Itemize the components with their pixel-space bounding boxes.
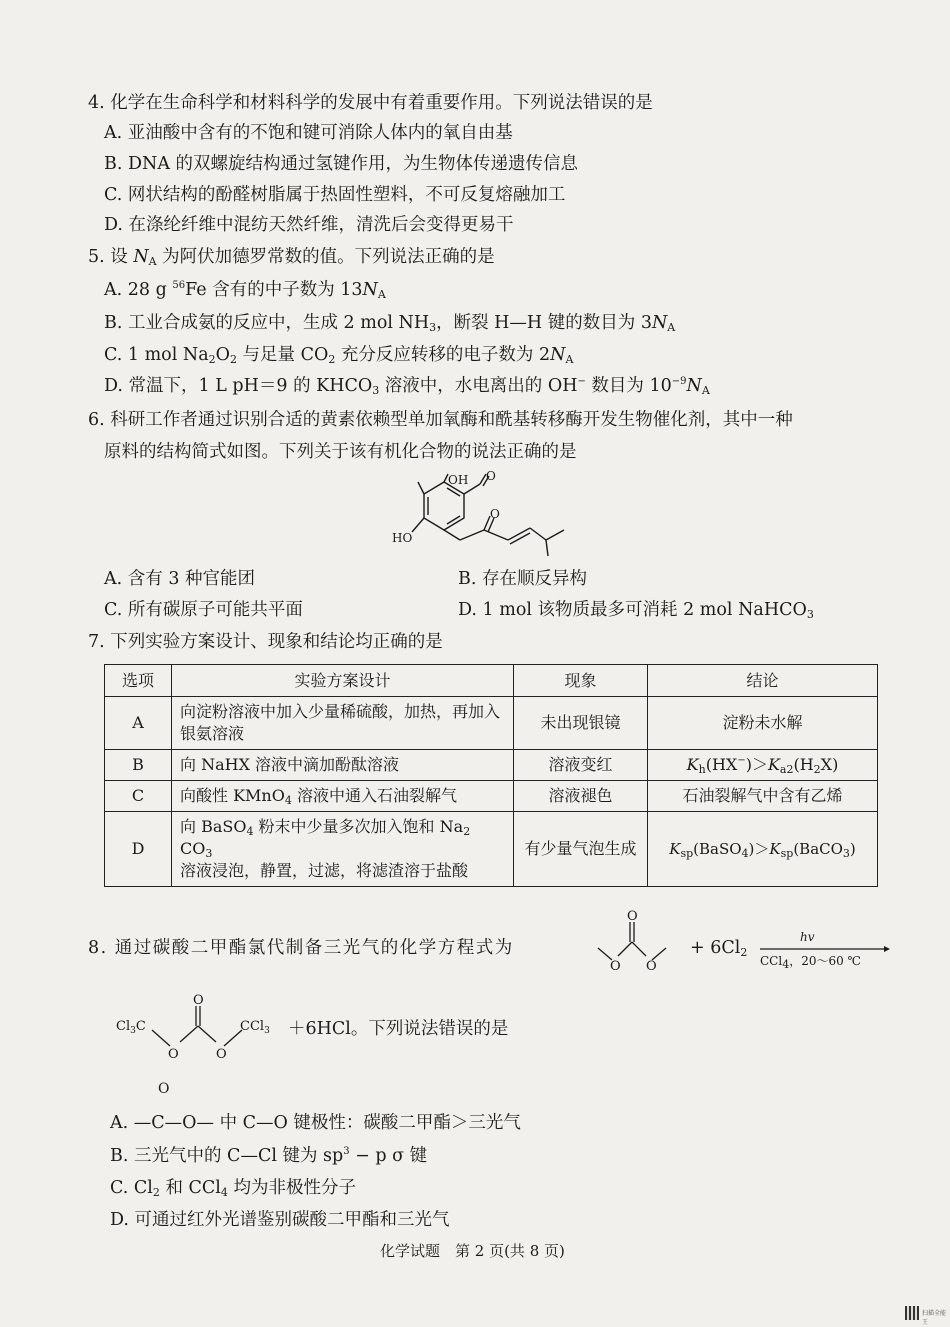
q7-stem: 7. 下列实验方案设计、现象和结论均正确的是	[88, 632, 443, 652]
q6-oh-top-label: OH	[448, 473, 469, 487]
q6-ketone-o-label: O	[490, 507, 500, 521]
cell-phenomenon: 溶液褪色	[514, 781, 648, 812]
watermark: 扫描全能王	[922, 1310, 947, 1326]
table-row	[105, 781, 878, 812]
q6-option-b: B. 存在顺反异构	[458, 569, 587, 589]
q7-experiment-table	[104, 664, 878, 887]
table-row	[105, 812, 878, 887]
cell-conclusion: $K_{sp}(BaSO_4)>K_{sp}(BaCO_3)$	[648, 812, 878, 887]
q6-structure-diagram	[380, 470, 600, 560]
header-phenomenon: 现象	[514, 665, 648, 697]
q6-option-a: A. 含有 3 种官能团	[104, 569, 256, 589]
q8-option-c: C. $Cl_2$ 和 CCl$_4$ 均为非极性分子	[110, 1178, 356, 1199]
q4-option-a: A. 亚油酸中含有的不饱和键可消除人体内的氧自由基	[104, 123, 513, 143]
triphosgene-ester-o-left: O	[168, 1047, 179, 1062]
q8-option-d: D. 可通过红外光谱鉴别碳酸二甲酯和三光气	[110, 1210, 450, 1230]
cell-conclusion: 石油裂解气中含有乙烯	[648, 781, 878, 812]
ccl3-label: CCl$_3$	[240, 1019, 270, 1036]
q6-ho-left-label: HO	[392, 531, 413, 545]
q5-option-b: B. 工业合成氨的反应中，生成 2 mol $NH_3$，断裂 H—H 键的数目为 $3N_A$	[104, 313, 676, 334]
q4-stem: 4. 化学在生命科学和材料科学的发展中有着重要作用。下列说法错误的是	[88, 93, 653, 113]
cell-option: C	[105, 781, 172, 812]
qr-code-icon	[905, 1306, 919, 1320]
q5-option-c: C. 1 mol $Na_2O_2$ 与足量 $CO_2$ 充分反应转移的电子数为 $2N_A$	[104, 345, 574, 366]
triphosgene-carbonyl-o: O	[193, 993, 204, 1008]
q6-stem-line2: 原料的结构简式如图。下列关于该有机化合物的说法正确的是	[104, 442, 577, 462]
q4-option-b: B. DNA 的双螺旋结构通过氢键作用，为生物体传递遗传信息	[104, 154, 579, 174]
cell-conclusion: 淀粉未水解	[648, 697, 878, 750]
triphosgene-ester-o-right: O	[216, 1047, 227, 1062]
q6-aldehyde-o-label: O	[486, 469, 496, 483]
cell-phenomenon: 未出现银镜	[514, 697, 648, 750]
q5-option-d: D. 常温下，1 L pH＝9 的 $KHCO_3$ 溶液中，水电离出的 OH− 数目为 $10^{-9}N_A$	[104, 376, 710, 397]
table-row	[105, 697, 878, 750]
cell-design: 向 NaHX 溶液中滴加酚酞溶液	[172, 750, 514, 781]
q5-stem: 5. 设 $N_A$ 为阿伏加德罗常数的值。下列说法正确的是	[88, 247, 495, 268]
q8-condition-hv: hv	[800, 930, 815, 944]
table-header-row	[105, 665, 878, 697]
header-option: 选项	[105, 665, 172, 697]
cell-option: D	[105, 812, 172, 887]
header-design: 实验方案设计	[172, 665, 514, 697]
cell-phenomenon: 有少量气泡生成	[514, 812, 648, 887]
q8-triphosgene-structure	[114, 992, 284, 1064]
table-row	[105, 750, 878, 781]
dmc-ester-o-right: O	[646, 959, 657, 974]
cell-design: 向酸性 KMnO$_4$ 溶液中通入石油裂解气	[172, 781, 514, 812]
q6-stem-line1: 6. 科研工作者通过识别合适的黄素依赖型单加氧酶和酰基转移酶开发生物催化剂，其中一种	[88, 410, 793, 430]
q6-option-c: C. 所有碳原子可能共平面	[104, 600, 303, 620]
q8-option-a-carbonyl-o: O	[158, 1081, 170, 1097]
q8-reagent: + $6Cl_2$	[690, 938, 748, 959]
q8-option-a: A. —C—O— 中 C—O 键极性：碳酸二甲酯＞三光气	[110, 1113, 521, 1133]
cell-design: 向 BaSO$_4$ 粉末中少量多次加入饱和 $Na_2$ $CO_3$ 溶液浸泡，静置，过滤，将滤渣溶于盐酸	[172, 812, 514, 887]
q6-option-d: D. 1 mol 该物质最多可消耗 2 mol NaHCO$_3$	[458, 600, 814, 621]
header-conclusion: 结论	[648, 665, 878, 697]
cell-phenomenon: 溶液变红	[514, 750, 648, 781]
cell-option: B	[105, 750, 172, 781]
q8-option-b: B. 三光气中的 C—Cl 键为 $sp^3 - p$ σ 键	[110, 1146, 428, 1166]
q8-condition-solvent: CCl$_4$，20～60 ℃	[760, 954, 861, 971]
q8-stem: 8. 通过碳酸二甲酯氯代制备三光气的化学方程式为	[88, 938, 514, 958]
q4-option-d: D. 在涤纶纤维中混纺天然纤维，清洗后会变得更易干	[104, 215, 514, 235]
cell-option: A	[105, 697, 172, 750]
page-footer: 化学试题 第 2 页(共 8 页)	[380, 1242, 565, 1260]
cell-design: 向淀粉溶液中加入少量稀硫酸，加热，再加入 银氨溶液	[172, 697, 514, 750]
q8-stem-continued: ＋6HCl。下列说法错误的是	[288, 1019, 509, 1039]
cell-conclusion: $K_h(HX^-)>K_{a2}(H_2X)$	[648, 750, 878, 781]
cl3c-label: $Cl_3C$	[116, 1019, 146, 1036]
q5-option-a: A. 28 g $^{56}$Fe 含有的中子数为 $13N_A$	[104, 280, 386, 301]
q8-dimethyl-carbonate-structure	[590, 908, 670, 978]
q4-option-c: C. 网状结构的酚醛树脂属于热固性塑料，不可反复熔融加工	[104, 185, 566, 205]
dmc-ester-o-left: O	[610, 959, 621, 974]
dmc-carbonyl-o: O	[627, 909, 638, 924]
